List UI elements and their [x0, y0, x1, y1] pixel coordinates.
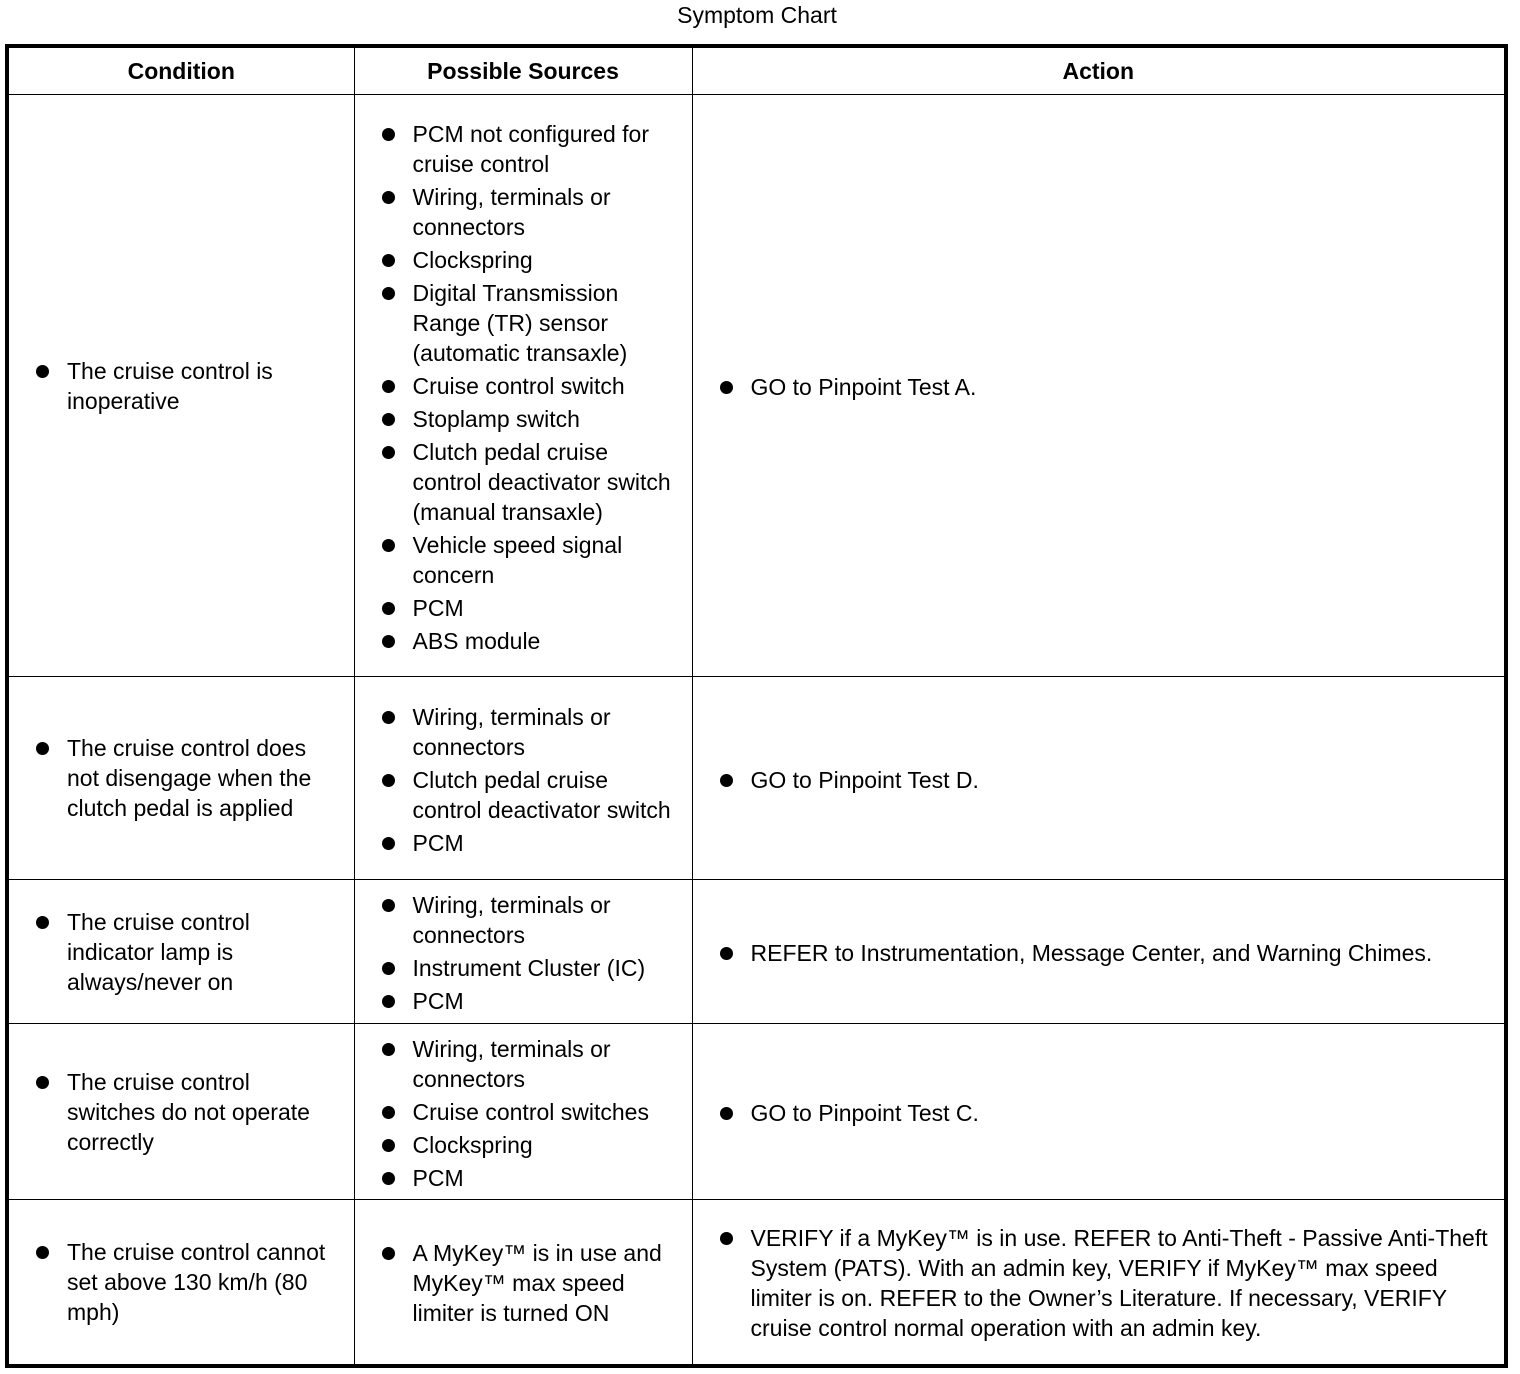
- condition-cell: [7, 95, 354, 677]
- table-body: [7, 95, 1506, 1366]
- item-text: The cruise control switches do not operate correctly: [67, 1068, 310, 1155]
- bullet-icon: [382, 191, 395, 204]
- table-row: [7, 95, 1506, 677]
- condition-cell: [7, 880, 354, 1024]
- bullet-icon: [382, 380, 395, 393]
- table-row: [7, 1024, 1506, 1200]
- bullet-icon: [382, 774, 395, 787]
- list-item: [9, 356, 342, 416]
- bullet-icon: [382, 446, 395, 459]
- bullet-icon: [382, 995, 395, 1008]
- possible-sources-cell: [354, 95, 692, 677]
- item-text: Wiring, terminals or connectors: [412, 892, 611, 948]
- bullet-icon: [382, 635, 395, 648]
- item-text: PCM: [412, 829, 464, 856]
- bullet-icon: [382, 1139, 395, 1152]
- item-text: Cruise control switches: [412, 1098, 649, 1125]
- list-item: [355, 404, 682, 434]
- bullet-icon: [720, 1232, 733, 1245]
- bullet-icon: [382, 254, 395, 267]
- item-text: Clutch pedal cruise control deactivator switch: [412, 766, 671, 823]
- list-item: [355, 437, 682, 527]
- list-item: [693, 1098, 1491, 1128]
- header-row: [7, 46, 1506, 95]
- item-text: GO to Pinpoint Test D.: [750, 766, 979, 793]
- table-row: [7, 677, 1506, 880]
- action-cell: [692, 1024, 1506, 1200]
- list-item: [355, 986, 682, 1016]
- bullet-icon: [382, 711, 395, 724]
- item-text: Instrument Cluster (IC): [412, 955, 646, 981]
- bullet-icon: [36, 365, 49, 378]
- list-item: [355, 530, 682, 590]
- bullet-icon: [720, 381, 733, 394]
- item-text: Cruise control switch: [412, 372, 625, 399]
- item-text: The cruise control is inoperative: [67, 357, 273, 414]
- header-condition: Condition: [7, 46, 354, 95]
- item-text: Digital Transmission Range (TR) sensor (automatic transaxle): [412, 279, 628, 366]
- bullet-icon: [36, 1246, 49, 1259]
- list-item: [693, 372, 1491, 402]
- bullet-icon: [382, 128, 395, 141]
- bullet-icon: [36, 916, 49, 929]
- bullet-icon: [382, 287, 395, 300]
- condition-cell: [7, 1200, 354, 1366]
- item-text: PCM: [412, 988, 464, 1014]
- bullet-icon: [382, 539, 395, 552]
- list-item: [355, 245, 682, 275]
- action-cell: [692, 1200, 1506, 1366]
- possible-sources-cell: [354, 880, 692, 1024]
- bullet-icon: [382, 413, 395, 426]
- list-item: [355, 1130, 682, 1160]
- list-item: [355, 278, 682, 368]
- bullet-icon: [382, 837, 395, 850]
- bullet-icon: [36, 1076, 49, 1089]
- item-text: Clockspring: [412, 246, 533, 273]
- list-item: [355, 626, 682, 656]
- condition-cell: [7, 1024, 354, 1200]
- table-row: [7, 880, 1506, 1024]
- possible-sources-cell: [354, 1024, 692, 1200]
- condition-cell: [7, 677, 354, 880]
- list-item: [9, 1237, 342, 1327]
- list-item: [693, 765, 1491, 795]
- list-item: [355, 828, 682, 858]
- action-cell: [692, 880, 1506, 1024]
- list-item: [355, 1034, 682, 1094]
- bullet-icon: [382, 1247, 395, 1260]
- bullet-icon: [382, 1172, 395, 1185]
- list-item: [355, 119, 682, 179]
- possible-sources-cell: [354, 1200, 692, 1366]
- item-text: Clutch pedal cruise control deactivator switch (manual transaxle): [412, 438, 671, 525]
- list-item: [9, 733, 342, 823]
- list-item: [693, 1223, 1491, 1343]
- item-text: REFER to Instrumentation, Message Center, and Warning Chimes.: [750, 940, 1433, 966]
- bullet-icon: [382, 1106, 395, 1119]
- bullet-icon: [36, 742, 49, 755]
- item-text: The cruise control does not disengage when the clutch pedal is applied: [67, 735, 312, 821]
- list-item: [355, 765, 682, 825]
- list-item: [355, 182, 682, 242]
- list-item: [9, 1067, 342, 1157]
- chart-title: Symptom Chart: [677, 2, 837, 28]
- bullet-icon: [720, 947, 733, 960]
- item-text: GO to Pinpoint Test C.: [750, 1100, 979, 1126]
- possible-sources-cell: [354, 677, 692, 880]
- list-item: [355, 890, 682, 950]
- list-item: [355, 1163, 682, 1193]
- item-text: VERIFY if a MyKey™ is in use. REFER to Anti-Theft - Passive Anti-Theft System (PATS). With an admin key, VERIFY if MyKey™ max speed limiter is on. REFER to the Owner’s Literature. If necessary, VERIFY cruise control normal operation with an admin key.: [750, 1225, 1488, 1342]
- item-text: PCM: [412, 594, 464, 621]
- bullet-icon: [382, 602, 395, 615]
- symptom-chart-table: [5, 44, 1508, 1368]
- item-text: Clockspring: [412, 1131, 533, 1158]
- bullet-icon: [382, 1043, 395, 1056]
- list-item: [9, 907, 342, 997]
- list-item: [355, 1238, 682, 1328]
- item-text: Vehicle speed signal concern: [412, 531, 623, 588]
- bullet-icon: [382, 899, 395, 912]
- bullet-icon: [720, 1107, 733, 1120]
- list-item: [693, 938, 1491, 968]
- list-item: [355, 702, 682, 762]
- item-text: Wiring, terminals or connectors: [412, 703, 611, 760]
- header-possible-sources: Possible Sources: [354, 46, 692, 95]
- item-text: Wiring, terminals or connectors: [412, 183, 611, 240]
- item-text: Wiring, terminals or connectors: [412, 1035, 611, 1092]
- item-text: ABS module: [412, 627, 541, 654]
- list-item: [355, 1097, 682, 1127]
- item-text: A MyKey™ is in use and MyKey™ max speed limiter is turned ON: [412, 1240, 662, 1327]
- action-cell: [692, 677, 1506, 880]
- item-text: GO to Pinpoint Test A.: [750, 374, 977, 400]
- list-item: [355, 593, 682, 623]
- bullet-icon: [382, 962, 395, 975]
- list-item: [355, 371, 682, 401]
- table-row: [7, 1200, 1506, 1366]
- item-text: Stoplamp switch: [412, 405, 580, 432]
- item-text: PCM: [412, 1164, 464, 1191]
- action-cell: [692, 95, 1506, 677]
- bullet-icon: [720, 774, 733, 787]
- item-text: PCM not configured for cruise control: [412, 120, 650, 177]
- header-action: Action: [692, 46, 1506, 95]
- item-text: The cruise control indicator lamp is always/never on: [67, 908, 250, 995]
- item-text: The cruise control cannot set above 130 km/h (80 mph): [67, 1238, 326, 1325]
- list-item: [355, 953, 682, 983]
